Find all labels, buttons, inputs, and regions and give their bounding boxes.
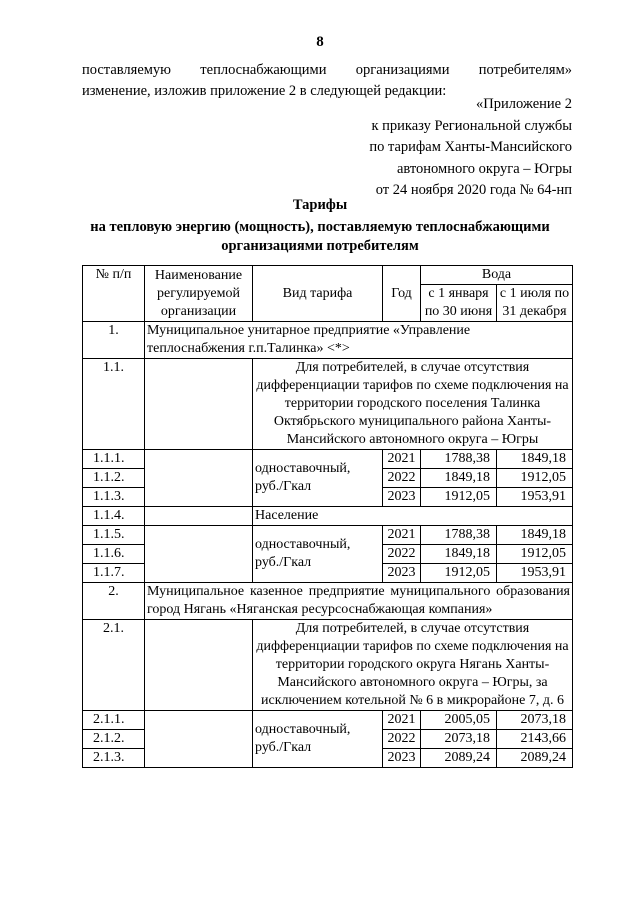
- subsection-description: Для потребителей, в случае отсутствия дифференциации тарифов по схеме подключения на территории городского округа Нягань Ханты-Мансийского автономного округа – Югры, за исключением котельной № 6 в микрорайоне 7, д. 6: [253, 620, 573, 711]
- row-value-1: 1788,38: [421, 526, 497, 545]
- header-organization: Наименование регулируемой организации: [145, 266, 253, 322]
- empty-cell: [145, 711, 253, 768]
- subsection-row: [83, 620, 573, 711]
- appendix-line: «Приложение 2: [476, 96, 572, 112]
- row-value-2: 2143,66: [497, 730, 573, 749]
- intro-line-2: изменение, изложив приложение 2 в следующей редакции:: [82, 83, 447, 99]
- row-value-2: 1953,91: [497, 488, 573, 507]
- row-year: 2022: [383, 730, 421, 749]
- tariff-table: [82, 265, 573, 768]
- header-water: Вода: [421, 266, 573, 285]
- row-year: 2021: [383, 711, 421, 730]
- title-subtitle-1: на тепловую энергию (мощность), поставляемую теплоснабжающими: [90, 219, 550, 235]
- row-value-1: 1912,05: [421, 564, 497, 583]
- org-number: 1.: [83, 322, 145, 359]
- row-value-1: 2073,18: [421, 730, 497, 749]
- org-name: Муниципальное казенное предприятие муниципального образования город Нягань «Няганская ресурсоснабжающая компания»: [145, 583, 573, 620]
- intro-line-1: [82, 60, 572, 81]
- row-value-2: 1912,05: [497, 545, 573, 564]
- row-value-2: 1849,18: [497, 526, 573, 545]
- subsection-description: Для потребителей, в случае отсутствия дифференциации тарифов по схеме подключения на территории городского поселения Талинка Октябрьского муниципального района Ханты-Мансийского автономного округа – Югры: [253, 359, 573, 450]
- subsection-number: 1.1.: [83, 359, 145, 450]
- row-number: 1.1.1.: [83, 450, 145, 469]
- tariff-type: одноставочный, руб./Гкал: [253, 526, 383, 583]
- empty-cell: [145, 507, 253, 526]
- row-value-1: 1912,05: [421, 488, 497, 507]
- row-value-2: 2089,24: [497, 749, 573, 768]
- empty-cell: [145, 359, 253, 450]
- subsection-row: [83, 359, 573, 450]
- row-number: 1.1.7.: [83, 564, 145, 583]
- org-row: [83, 322, 573, 359]
- header-tariff-type: Вид тарифа: [253, 266, 383, 322]
- row-number: 1.1.6.: [83, 545, 145, 564]
- row-year: 2023: [383, 488, 421, 507]
- row-value-2: 1912,05: [497, 469, 573, 488]
- row-value-1: 2005,05: [421, 711, 497, 730]
- document-title: [60, 196, 580, 256]
- row-number: 1.1.4.: [83, 507, 145, 526]
- tariff-type: одноставочный, руб./Гкал: [253, 711, 383, 768]
- row-year: 2022: [383, 469, 421, 488]
- row-year: 2023: [383, 749, 421, 768]
- intro-word: организациями: [355, 62, 450, 78]
- appendix-line: автономного округа – Югры: [396, 160, 572, 177]
- row-number: 1.1.5.: [83, 526, 145, 545]
- row-year: 2022: [383, 545, 421, 564]
- intro-word: теплоснабжающими: [200, 62, 327, 78]
- tariff-type: одноставочный, руб./Гкал: [253, 450, 383, 507]
- intro-word: поставляемую: [82, 62, 172, 78]
- empty-cell: [145, 620, 253, 711]
- table-row: [83, 526, 573, 545]
- row-value-1: 1849,18: [421, 545, 497, 564]
- population-label: Население: [253, 507, 573, 526]
- org-number: 2.: [83, 583, 145, 620]
- row-number: 2.1.3.: [83, 749, 145, 768]
- row-number: 1.1.3.: [83, 488, 145, 507]
- title-subtitle-2: организациями потребителям: [221, 238, 419, 254]
- appendix-line: от 24 ноября 2020 года № 64-нп: [375, 182, 572, 198]
- table-row: [83, 711, 573, 730]
- table-header-row: [83, 266, 573, 285]
- header-period-1: с 1 января по 30 июня: [421, 285, 497, 322]
- row-number: 1.1.2.: [83, 469, 145, 488]
- row-year: 2021: [383, 450, 421, 469]
- appendix-line: к приказу Региональной службы: [371, 117, 572, 134]
- row-value-1: 2089,24: [421, 749, 497, 768]
- row-number: 2.1.1.: [83, 711, 145, 730]
- intro-word: потребителям»: [478, 62, 573, 78]
- row-value-2: 1953,91: [497, 564, 573, 583]
- subsection-number: 2.1.: [83, 620, 145, 711]
- empty-cell: [145, 526, 253, 583]
- row-value-2: 1849,18: [497, 450, 573, 469]
- row-year: 2021: [383, 526, 421, 545]
- empty-cell: [145, 450, 253, 507]
- header-period-2: с 1 июля по 31 декабря: [497, 285, 573, 322]
- org-row: [83, 583, 573, 620]
- row-value-1: 1849,18: [421, 469, 497, 488]
- appendix-reference: [369, 94, 572, 202]
- org-name: Муниципальное унитарное предприятие «Управление теплоснабжения г.п.Талинка» <*>: [145, 322, 573, 359]
- row-number: 2.1.2.: [83, 730, 145, 749]
- page-number: 8: [316, 34, 324, 50]
- row-value-1: 1788,38: [421, 450, 497, 469]
- row-year: 2023: [383, 564, 421, 583]
- header-num: № п/п: [83, 266, 145, 322]
- title-main: Тарифы: [292, 197, 348, 213]
- appendix-line: по тарифам Ханты-Мансийского: [369, 139, 572, 155]
- population-row: [83, 507, 573, 526]
- row-value-2: 2073,18: [497, 711, 573, 730]
- table-row: [83, 450, 573, 469]
- header-year: Год: [383, 266, 421, 322]
